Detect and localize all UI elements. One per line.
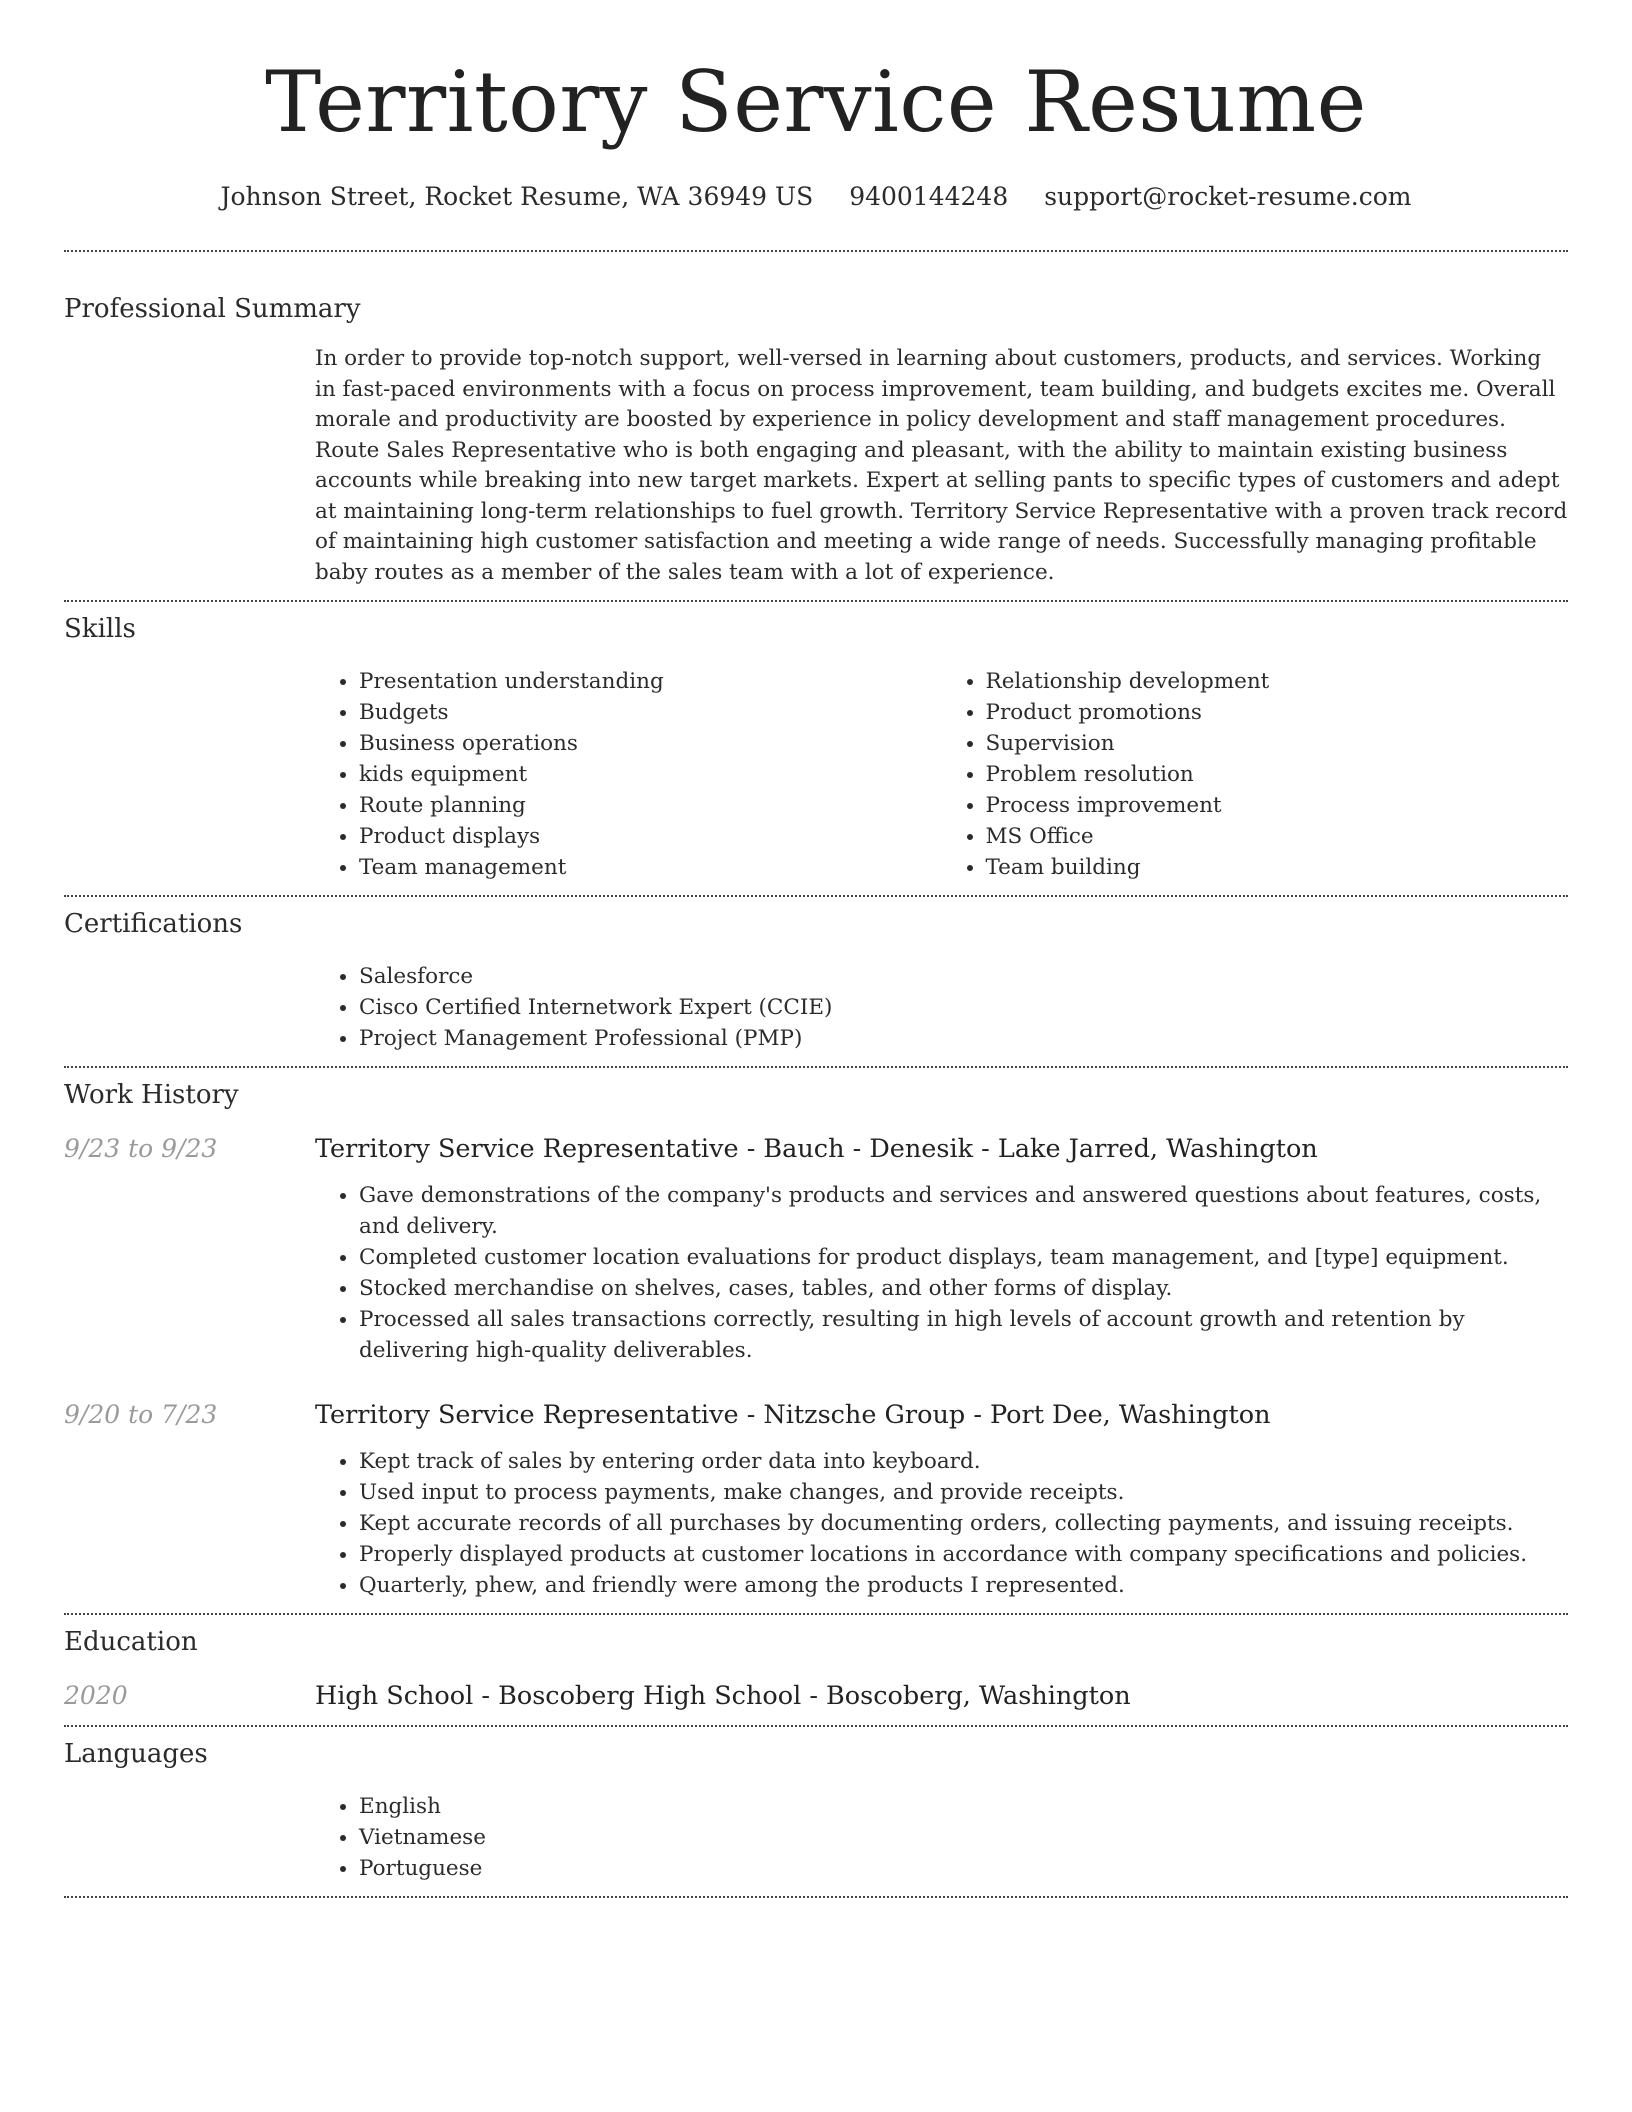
list-item: • Quarterly, phew, and friendly were among the products I represented. bbox=[359, 1570, 1568, 1601]
work-history-section bbox=[64, 1068, 1568, 1613]
list-item: • Portuguese bbox=[359, 1853, 1568, 1884]
work-history-heading: Work History bbox=[64, 1080, 239, 1110]
summary-body bbox=[315, 344, 1568, 588]
list-item: • Project Management Professional (PMP) bbox=[359, 1023, 1568, 1054]
contact-address: Johnson Street, Rocket Resume, WA 36949 US bbox=[220, 182, 814, 211]
list-item: • Completed customer location evaluations for product displays, team management, and [type] equipment. bbox=[359, 1242, 1568, 1273]
list-item: • Problem resolution bbox=[986, 759, 1569, 790]
education-main bbox=[315, 1679, 1568, 1713]
list-item: • MS Office bbox=[986, 821, 1569, 852]
education-heading: Education bbox=[64, 1627, 198, 1657]
list-item: • Business operations bbox=[359, 728, 942, 759]
job-title: Territory Service Representative - Nitzsche Group - Port Dee, Washington bbox=[315, 1400, 1271, 1430]
contact-line bbox=[64, 180, 1568, 214]
education-entry bbox=[64, 1679, 1568, 1713]
summary-text: In order to provide top-notch support, well-versed in learning about customers, products, and services. Working in fast-paced environments with a focus on process improvement, team building, and budgets excites me. Overall morale and productivity are boosted by experience in policy development and staff management procedures. Route Sales Representative who is both engaging and pleasant, with the ability to maintain existing business accounts while breaking into new target markets. Expert at selling pants to specific types of customers and adept at maintaining long-term relationships to fuel growth. Territory Service Representative with a proven track record of maintaining high customer satisfaction and meeting a wide range of needs. Successfully managing profitable baby routes as a member of the sales team with a lot of experience. bbox=[315, 346, 1568, 585]
summary-section bbox=[64, 252, 1568, 600]
skills-section bbox=[64, 602, 1568, 895]
skills-columns bbox=[315, 666, 1568, 883]
list-item: • Kept track of sales by entering order data into keyboard. bbox=[359, 1446, 1568, 1477]
list-item: • Stocked merchandise on shelves, cases, tables, and other forms of display. bbox=[359, 1273, 1568, 1304]
education-section bbox=[64, 1615, 1568, 1725]
list-item: • Route planning bbox=[359, 790, 942, 821]
languages-section bbox=[64, 1727, 1568, 1896]
section-divider bbox=[64, 1896, 1568, 1898]
list-item: • Used input to process payments, make changes, and provide receipts. bbox=[359, 1477, 1568, 1508]
resume-title: Territory Service Resume bbox=[265, 53, 1367, 151]
job-entry bbox=[64, 1132, 1568, 1366]
job-main bbox=[315, 1398, 1568, 1601]
list-item: • Process improvement bbox=[986, 790, 1569, 821]
certifications-list bbox=[315, 961, 1568, 1054]
job-title: Territory Service Representative - Bauch - Denesik - Lake Jarred, Washington bbox=[315, 1134, 1318, 1164]
skills-list-right bbox=[942, 666, 1569, 883]
list-item: • Processed all sales transactions correctly, resulting in high levels of account growth and retention by delivering high-quality deliverables. bbox=[359, 1304, 1568, 1366]
education-title: High School - Boscoberg High School - Boscoberg, Washington bbox=[315, 1681, 1131, 1711]
job-entry bbox=[64, 1398, 1568, 1601]
list-item: • Presentation understanding bbox=[359, 666, 942, 697]
job-bullets bbox=[315, 1180, 1568, 1366]
languages-list bbox=[315, 1791, 1568, 1884]
skills-list-left bbox=[315, 666, 942, 883]
skills-heading: Skills bbox=[64, 614, 136, 644]
list-item: • Relationship development bbox=[986, 666, 1569, 697]
languages-body bbox=[315, 1791, 1568, 1884]
list-item: • Product promotions bbox=[986, 697, 1569, 728]
list-item: • Supervision bbox=[986, 728, 1569, 759]
certifications-section bbox=[64, 897, 1568, 1066]
job-dates: 9/20 to 7/23 bbox=[64, 1400, 218, 1429]
list-item: • Team building bbox=[986, 852, 1569, 883]
job-dates: 9/23 to 9/23 bbox=[64, 1134, 218, 1163]
list-item: • Gave demonstrations of the company's products and services and answered questions about features, costs, and delivery. bbox=[359, 1180, 1568, 1242]
list-item: • Salesforce bbox=[359, 961, 1568, 992]
list-item: • Budgets bbox=[359, 697, 942, 728]
list-item: • Properly displayed products at customer locations in accordance with company specifications and policies. bbox=[359, 1539, 1568, 1570]
list-item: • Team management bbox=[359, 852, 942, 883]
contact-phone: 9400144248 bbox=[849, 182, 1009, 211]
list-item: • Kept accurate records of all purchases by documenting orders, collecting payments, and issuing receipts. bbox=[359, 1508, 1568, 1539]
list-item: • English bbox=[359, 1791, 1568, 1822]
summary-heading: Professional Summary bbox=[64, 294, 361, 324]
job-main bbox=[315, 1132, 1568, 1366]
contact-email: support@rocket-resume.com bbox=[1044, 182, 1412, 211]
certifications-heading: Certifications bbox=[64, 909, 243, 939]
list-item: • Cisco Certified Internetwork Expert (CCIE) bbox=[359, 992, 1568, 1023]
education-year: 2020 bbox=[64, 1681, 128, 1710]
job-bullets bbox=[315, 1446, 1568, 1601]
languages-heading: Languages bbox=[64, 1739, 208, 1769]
certifications-body bbox=[315, 961, 1568, 1054]
list-item: • kids equipment bbox=[359, 759, 942, 790]
list-item: • Product displays bbox=[359, 821, 942, 852]
list-item: • Vietnamese bbox=[359, 1822, 1568, 1853]
